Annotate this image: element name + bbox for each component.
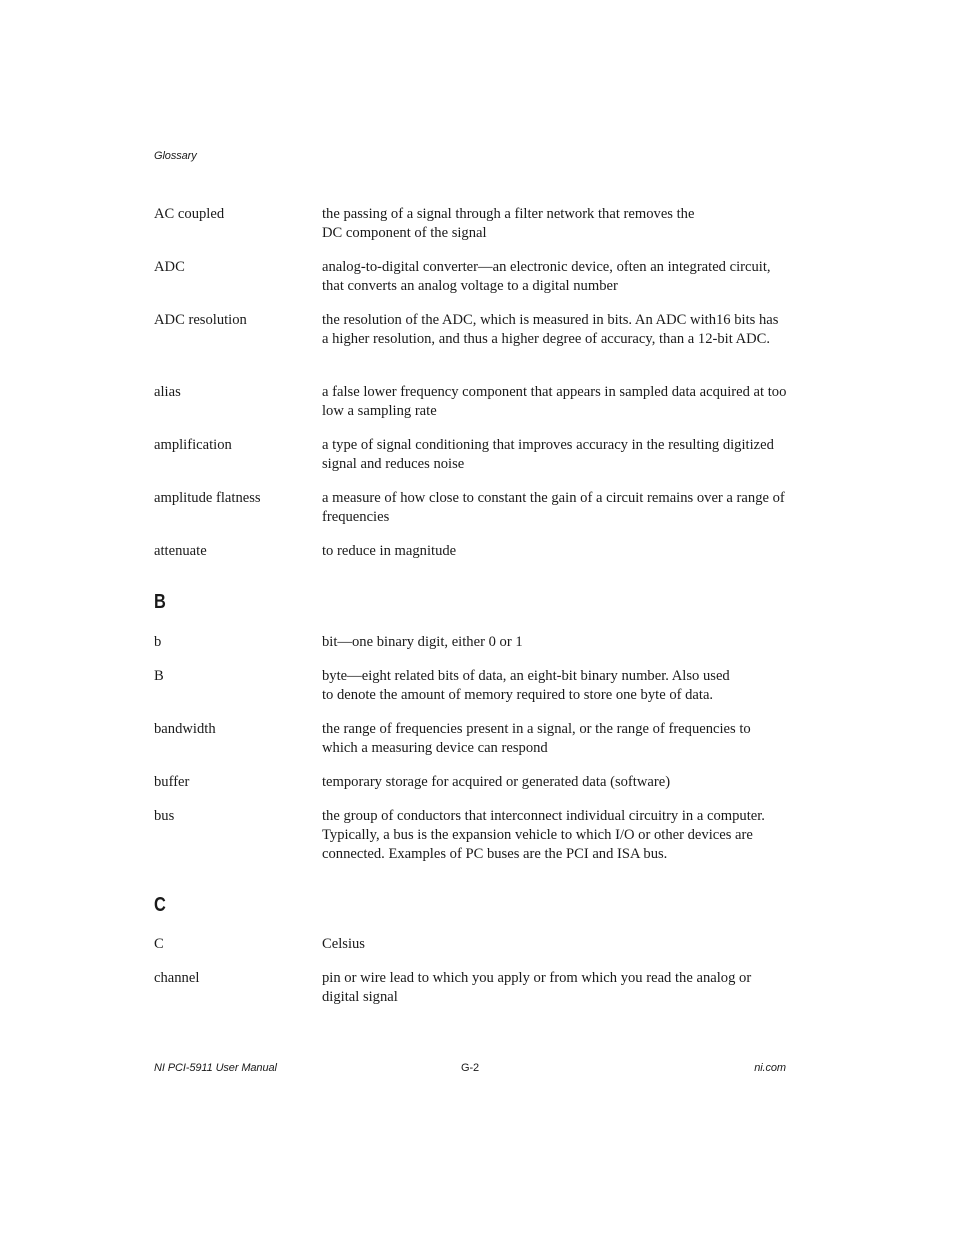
glossary-definition: Celsius [322,936,365,952]
glossary-term: amplification [154,437,232,453]
glossary-term: alias [154,384,181,400]
glossary-term: channel [154,970,200,986]
glossary-term: ADC [154,259,185,275]
glossary-definition: byte—eight related bits of data, an eight-bit binary number. Also used to denote the amount of memory required to store one byte of data. [322,668,730,703]
glossary-term: attenuate [154,543,207,559]
glossary-definition: analog-to-digital converter—an electronic device, often an integrated circuit, that converts an analog voltage to a digital number [322,259,771,294]
glossary-term: bus [154,808,175,824]
footer-website: ni.com [754,1062,786,1074]
section-letter-c: C [154,894,166,916]
glossary-term: C [154,936,164,952]
running-head: Glossary [154,150,197,162]
glossary-definition: the group of conductors that interconnect individual circuitry in a computer. Typically, a bus is the expansion vehicle to which I/O or other devices are connected. Examples of PC buses are the PCI and ISA bus. [322,808,765,862]
glossary-definition: the range of frequencies present in a signal, or the range of frequencies to which a measuring device can respond [322,721,751,756]
footer-manual-title: NI PCI-5911 User Manual [154,1062,277,1074]
section-letter-b: B [154,591,166,613]
glossary-definition: a false lower frequency component that appears in sampled data acquired at too low a sampling rate [322,384,787,419]
glossary-definition: temporary storage for acquired or generated data (software) [322,774,671,790]
glossary-term: B [154,668,164,684]
glossary-definition: the passing of a signal through a filter network that removes the DC component of the signal [322,206,695,241]
glossary-definition: bit—one binary digit, either 0 or 1 [322,634,523,650]
glossary-term: ADC resolution [154,312,247,328]
glossary-term: buffer [154,774,190,790]
glossary-definition: pin or wire lead to which you apply or from which you read the analog or digital signal [322,970,752,1005]
glossary-term: bandwidth [154,721,216,737]
glossary-definition: a measure of how close to constant the gain of a circuit remains over a range of frequencies [322,490,785,525]
glossary-definition: to reduce in magnitude [322,543,457,559]
glossary-term: AC coupled [154,206,225,222]
glossary-term: amplitude flatness [154,490,261,506]
footer-page-number: G-2 [461,1062,480,1074]
glossary-term: b [154,634,162,650]
glossary-definition: the resolution of the ADC, which is measured in bits. An ADC with16 bits has a higher resolution, and thus a higher degree of accuracy, than a 12-bit ADC. [322,312,779,347]
glossary-definition: a type of signal conditioning that improves accuracy in the resulting digitized signal and reduces noise [322,437,774,472]
